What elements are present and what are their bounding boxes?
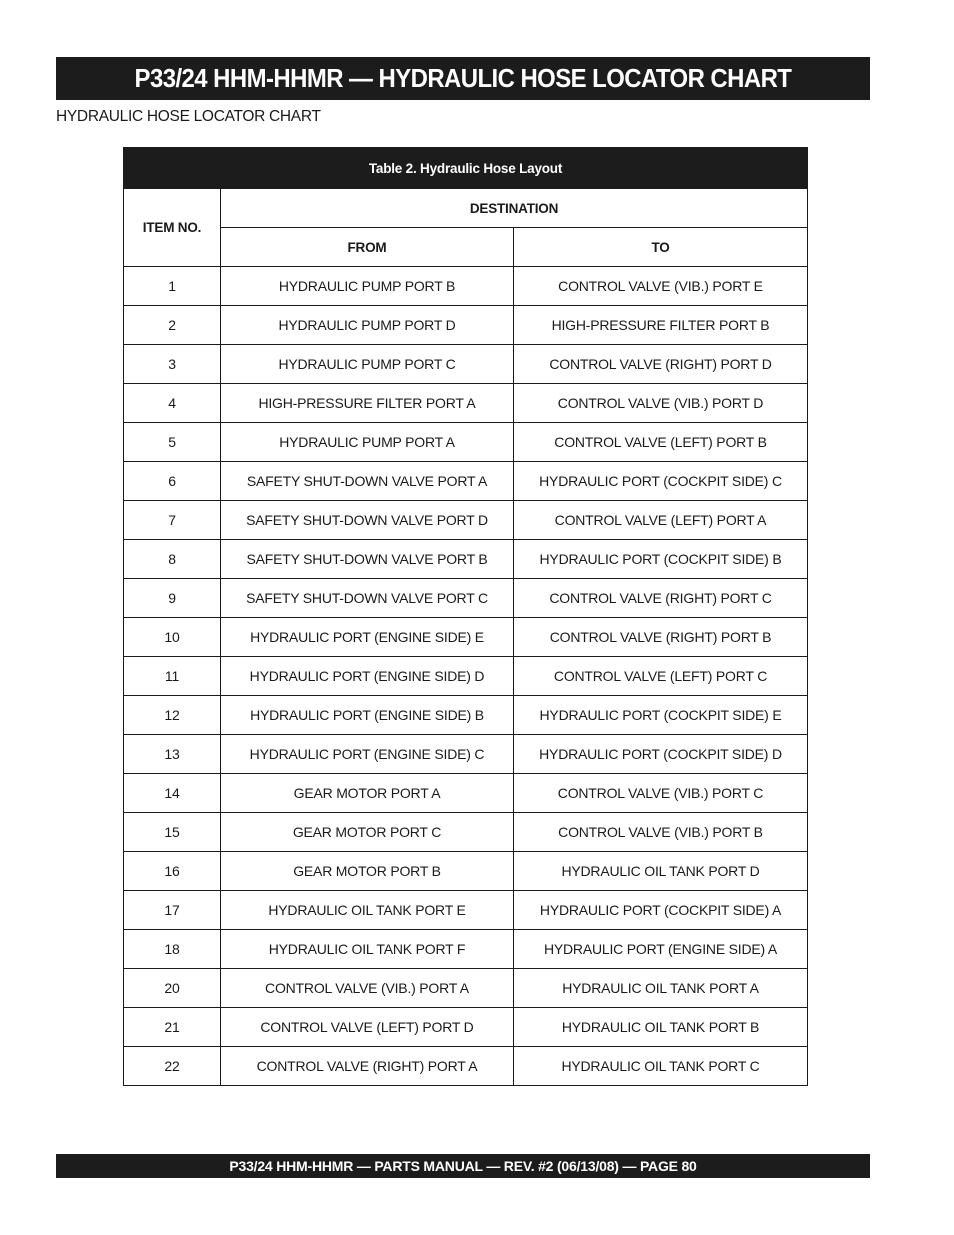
table-row [124,969,808,1008]
table-row [124,423,808,462]
item-number-cell: 8 [124,540,221,579]
page-footer-bar [56,1154,870,1178]
from-cell: GEAR MOTOR PORT A [221,774,514,813]
table-row [124,462,808,501]
table-row [124,813,808,852]
table-row [124,930,808,969]
item-number-cell: 17 [124,891,221,930]
item-number-cell: 20 [124,969,221,1008]
table-row [124,1008,808,1047]
item-number-cell: 12 [124,696,221,735]
to-cell: HYDRAULIC PORT (COCKPIT SIDE) B [514,540,808,579]
to-cell: CONTROL VALVE (RIGHT) PORT D [514,345,808,384]
to-cell: HYDRAULIC OIL TANK PORT C [514,1047,808,1086]
table-row [124,306,808,345]
table-row [124,618,808,657]
to-cell: CONTROL VALVE (LEFT) PORT C [514,657,808,696]
item-number-cell: 6 [124,462,221,501]
to-cell: CONTROL VALVE (VIB.) PORT D [514,384,808,423]
to-cell: HIGH-PRESSURE FILTER PORT B [514,306,808,345]
from-cell: CONTROL VALVE (RIGHT) PORT A [221,1047,514,1086]
from-cell: HYDRAULIC PUMP PORT A [221,423,514,462]
table-row [124,735,808,774]
table-row [124,657,808,696]
item-number-cell: 10 [124,618,221,657]
table-row [124,852,808,891]
table-row [124,345,808,384]
from-cell: SAFETY SHUT-DOWN VALVE PORT D [221,501,514,540]
to-cell: CONTROL VALVE (VIB.) PORT C [514,774,808,813]
from-cell: CONTROL VALVE (VIB.) PORT A [221,969,514,1008]
to-cell: HYDRAULIC OIL TANK PORT A [514,969,808,1008]
item-number-cell: 7 [124,501,221,540]
from-cell: SAFETY SHUT-DOWN VALVE PORT B [221,540,514,579]
to-cell: HYDRAULIC PORT (COCKPIT SIDE) C [514,462,808,501]
header-item-no: ITEM NO. [124,189,221,267]
header-to: TO [514,228,808,267]
item-number-cell: 22 [124,1047,221,1086]
item-number-cell: 4 [124,384,221,423]
table-row [124,891,808,930]
to-cell: HYDRAULIC PORT (COCKPIT SIDE) D [514,735,808,774]
to-cell: CONTROL VALVE (VIB.) PORT B [514,813,808,852]
item-number-cell: 2 [124,306,221,345]
from-cell: HYDRAULIC OIL TANK PORT E [221,891,514,930]
hose-layout-table [123,147,808,1086]
item-number-cell: 5 [124,423,221,462]
from-cell: CONTROL VALVE (LEFT) PORT D [221,1008,514,1047]
to-cell: CONTROL VALVE (LEFT) PORT B [514,423,808,462]
item-number-cell: 14 [124,774,221,813]
to-cell: HYDRAULIC PORT (ENGINE SIDE) A [514,930,808,969]
item-number-cell: 15 [124,813,221,852]
from-cell: HYDRAULIC PORT (ENGINE SIDE) B [221,696,514,735]
from-cell: HYDRAULIC PUMP PORT B [221,267,514,306]
to-cell: HYDRAULIC PORT (COCKPIT SIDE) A [514,891,808,930]
header-from: FROM [221,228,514,267]
page-footer: P33/24 HHM-HHMR — PARTS MANUAL — REV. #2 (06/13/08) — PAGE 80 [229,1158,697,1174]
header-destination: DESTINATION [221,189,808,228]
item-number-cell: 16 [124,852,221,891]
section-subtitle: HYDRAULIC HOSE LOCATOR CHART [56,108,321,125]
from-cell: SAFETY SHUT-DOWN VALVE PORT A [221,462,514,501]
from-cell: HIGH-PRESSURE FILTER PORT A [221,384,514,423]
item-number-cell: 13 [124,735,221,774]
from-cell: GEAR MOTOR PORT B [221,852,514,891]
table-row [124,1047,808,1086]
from-cell: HYDRAULIC PORT (ENGINE SIDE) C [221,735,514,774]
table-row [124,774,808,813]
table-row [124,696,808,735]
from-cell: SAFETY SHUT-DOWN VALVE PORT C [221,579,514,618]
to-cell: CONTROL VALVE (VIB.) PORT E [514,267,808,306]
table-row [124,501,808,540]
to-cell: HYDRAULIC OIL TANK PORT D [514,852,808,891]
page-title-bar [56,57,870,100]
from-cell: HYDRAULIC PUMP PORT C [221,345,514,384]
table-body [124,267,808,1086]
item-number-cell: 9 [124,579,221,618]
table-row [124,384,808,423]
to-cell: CONTROL VALVE (LEFT) PORT A [514,501,808,540]
from-cell: HYDRAULIC PORT (ENGINE SIDE) D [221,657,514,696]
to-cell: CONTROL VALVE (RIGHT) PORT B [514,618,808,657]
to-cell: CONTROL VALVE (RIGHT) PORT C [514,579,808,618]
item-number-cell: 11 [124,657,221,696]
item-number-cell: 1 [124,267,221,306]
from-cell: HYDRAULIC PUMP PORT D [221,306,514,345]
from-cell: HYDRAULIC OIL TANK PORT F [221,930,514,969]
from-cell: HYDRAULIC PORT (ENGINE SIDE) E [221,618,514,657]
to-cell: HYDRAULIC OIL TANK PORT B [514,1008,808,1047]
item-number-cell: 21 [124,1008,221,1047]
page-title: P33/24 HHM-HHMR — HYDRAULIC HOSE LOCATOR CHART [134,63,792,93]
item-number-cell: 3 [124,345,221,384]
table-row [124,540,808,579]
item-number-cell: 18 [124,930,221,969]
table-row [124,579,808,618]
table-row [124,267,808,306]
table-caption: Table 2. Hydraulic Hose Layout [124,148,808,189]
from-cell: GEAR MOTOR PORT C [221,813,514,852]
to-cell: HYDRAULIC PORT (COCKPIT SIDE) E [514,696,808,735]
